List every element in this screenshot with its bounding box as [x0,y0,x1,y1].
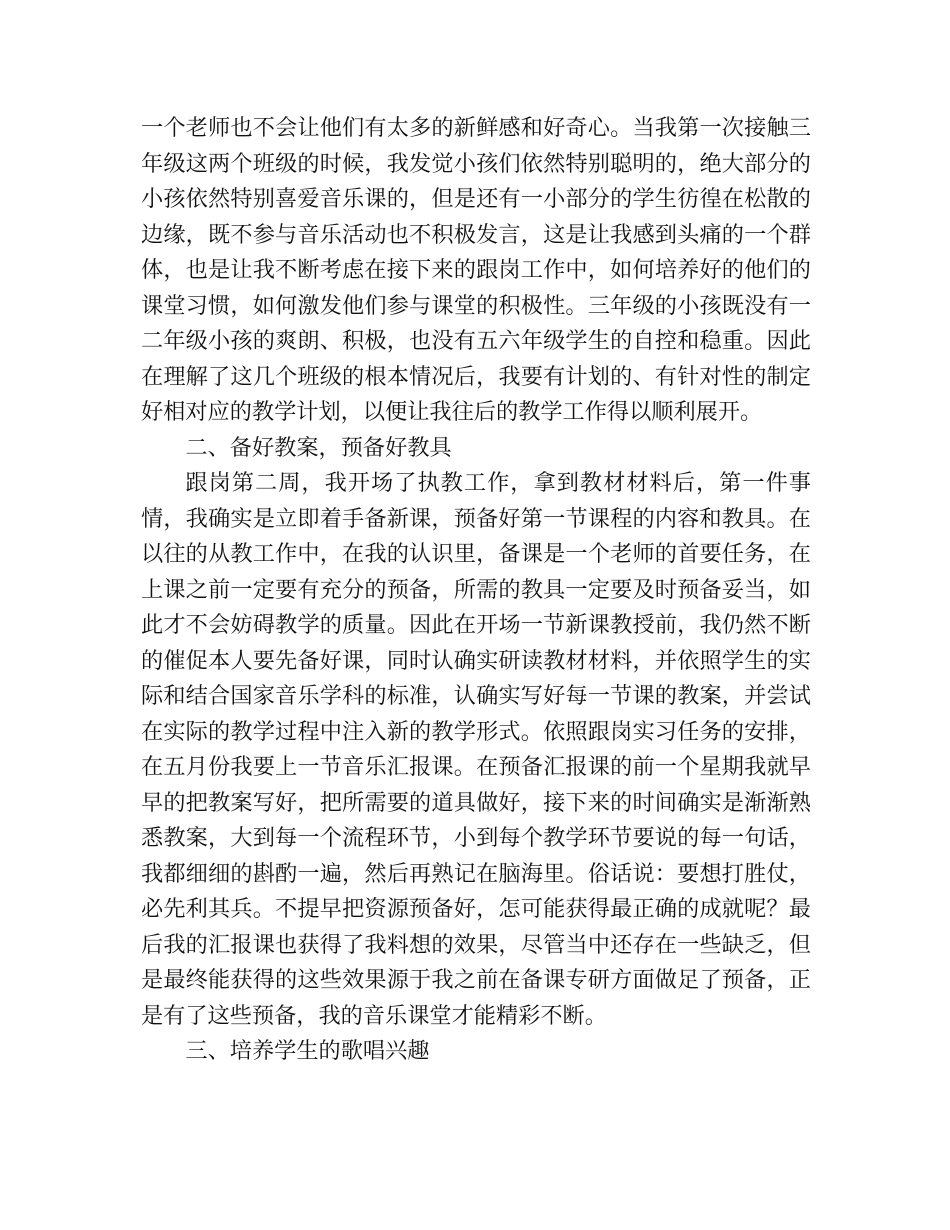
body-paragraph-2: 跟岗第二周，我开场了执教工作，拿到教材材料后，第一件事情，我确实是立即着手备新课，预备好第一节课程的内容和教具。在以往的从教工作中，在我的认识里，备课是一个老师的首要任务，在上课之前一定要有充分的预备，所需的教具一定要及时预备妥当，如此才不会妨碍教学的质量。因此在开场一节新课教授前，我仍然不断的催促本人要先备好课，同时认确实研读教材材料，并依照学生的实际和结合国家音乐学科的标准，认确实写好每一节课的教案，并尝试在实际的教学过程中注入新的教学形式。依照跟岗实习任务的安排，在五月份我要上一节音乐汇报课。在预备汇报课的前一个星期我就早早的把教案写好，把所需要的道具做好，接下来的时间确实是渐渐熟悉教案，大到每一个流程环节，小到每个教学环节要说的每一句话，我都细细的斟酌一遍，然后再熟记在脑海里。俗话说：要想打胜仗，必先利其兵。不提早把资源预备好，怎可能获得最正确的成就呢？最后我的汇报课也获得了我料想的效果，尽管当中还存在一些缺乏，但是最终能获得的这些效果源于我之前在备课专研方面做足了预备，正是有了这些预备，我的音乐课堂才能精彩不断。 [141,470,811,1029]
document-page [141,111,811,1070]
section-heading-3: 三、培养学生的歌唱兴趣 [185,1038,430,1064]
section-heading-2: 二、备好教案，预备好教具 [185,434,452,461]
body-paragraph-1: 一个老师也不会让他们有太多的新鲜感和好奇心。当我第一次接触三年级这两个班级的时候，我发觉小孩们依然特别聪明的，绝大部分的小孩依然特别喜爱音乐课的，但是还有一小部分的学生彷徨在松散的边缘，既不参与音乐活动也不积极发言，这是让我感到头痛的一个群体，也是让我不断考虑在接下来的跟岗工作中，如何培养好的他们的课堂习惯，如何激发他们参与课堂的积极性。三年级的小孩既没有一二年级小孩的爽朗、积极，也没有五六年级学生的自控和稳重。因此在理解了这几个班级的根本情况后，我要有计划的、有针对性的制定好相对应的教学计划，以便让我往后的教学工作得以顺利展开。 [141,115,811,425]
